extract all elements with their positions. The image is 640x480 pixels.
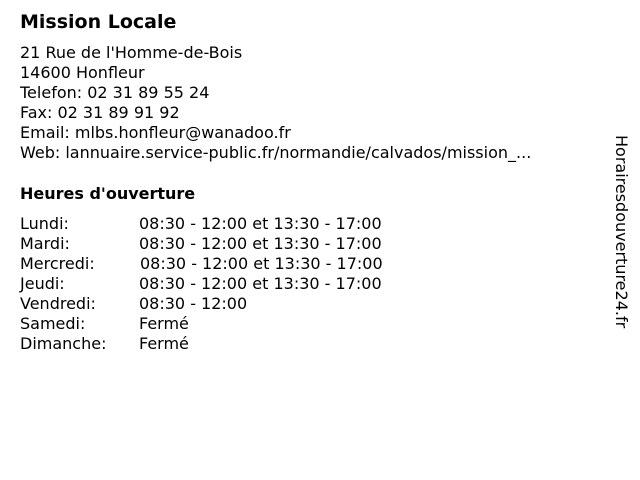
day-label: Vendredi: — [20, 294, 96, 313]
day-label: Dimanche: — [20, 334, 107, 353]
address-city: 14600 Honfleur — [20, 63, 145, 82]
time-value: Fermé — [139, 334, 189, 353]
time-value: 08:30 - 12:00 et 13:30 - 17:00 — [139, 234, 382, 253]
phone-number: Telefon: 02 31 89 55 24 — [20, 83, 210, 102]
day-label: Samedi: — [20, 314, 86, 333]
email-address: Email: mlbs.honfleur@wanadoo.fr — [20, 123, 291, 142]
time-value: 08:30 - 12:00 — [139, 294, 248, 313]
time-value: 08:30 - 12:00 et 13:30 - 17:00 — [140, 254, 383, 273]
time-value: 08:30 - 12:00 et 13:30 - 17:00 — [139, 274, 382, 293]
website-url: Web: lannuaire.service-public.fr/normandie/calvados/mission_... — [20, 143, 532, 162]
day-label: Lundi: — [20, 214, 69, 233]
time-value: 08:30 - 12:00 et 13:30 - 17:00 — [139, 214, 382, 233]
site-watermark: Horairesdouverture24.fr — [612, 135, 631, 329]
day-label: Jeudi: — [20, 274, 65, 293]
fax-number: Fax: 02 31 89 91 92 — [20, 103, 180, 122]
contact-block — [20, 43, 531, 163]
address-street: 21 Rue de l'Homme-de-Bois — [20, 43, 243, 62]
place-title: Mission Locale — [20, 11, 177, 33]
day-label: Mardi: — [20, 234, 70, 253]
opening-hours-title: Heures d'ouverture — [20, 184, 196, 203]
time-value: Fermé — [139, 314, 189, 333]
day-label: Mercredi: — [20, 254, 95, 273]
